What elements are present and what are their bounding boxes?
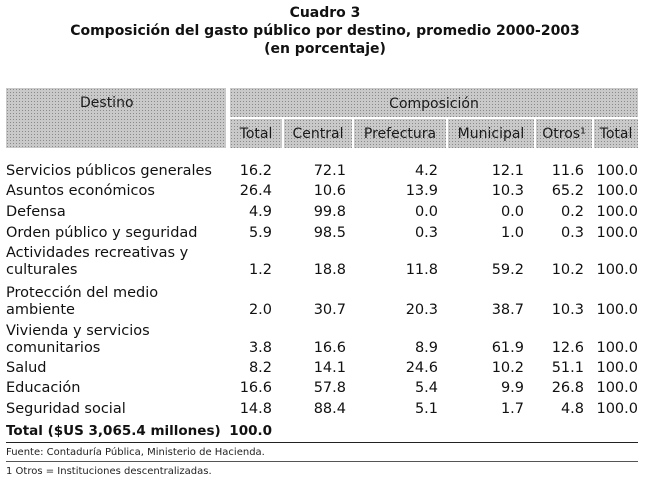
total-label: Total ($US 3,065.4 millones) (6, 423, 221, 439)
cell-total: 5.9 (248, 225, 272, 241)
footnote: 1 Otros = Instituciones descentralizadas. (6, 466, 212, 477)
cell-central: 16.6 (313, 340, 346, 356)
table-units: (en porcentaje) (264, 41, 386, 57)
row-label: Defensa (6, 204, 66, 220)
cell-prefectura: 5.4 (414, 380, 438, 396)
cell-prefectura: 13.9 (405, 183, 438, 199)
row-label: Asuntos económicos (6, 183, 155, 199)
notes-divider (6, 461, 638, 462)
row-label: Vivienda y servicios (6, 323, 150, 339)
cell-otros: 65.2 (551, 183, 584, 199)
cell-municipal: 0.0 (500, 204, 524, 220)
cell-otros: 10.3 (551, 302, 584, 318)
cell-total: 4.9 (248, 204, 272, 220)
cell-otros: 11.6 (551, 163, 584, 179)
cell-municipal: 10.3 (491, 183, 524, 199)
cell-central: 99.8 (313, 204, 346, 220)
cell-total2: 100.0 (596, 340, 638, 356)
cell-central: 14.1 (313, 360, 346, 376)
cell-total: 1.2 (248, 262, 272, 278)
cell-municipal: 1.7 (500, 401, 524, 417)
cell-total: 26.4 (239, 183, 272, 199)
header-destino-label: Destino (80, 95, 134, 111)
cell-municipal: 61.9 (491, 340, 524, 356)
row-label: Servicios públicos generales (6, 163, 212, 179)
cell-central: 18.8 (313, 262, 346, 278)
cell-prefectura: 4.2 (414, 163, 438, 179)
cell-municipal: 12.1 (491, 163, 524, 179)
table-caption: Composición del gasto público por destino, promedio 2000-2003 (70, 23, 580, 39)
row-label: Salud (6, 360, 47, 376)
row-label-continued: culturales (6, 262, 78, 278)
cell-otros: 26.8 (551, 380, 584, 396)
row-label-continued: ambiente (6, 302, 75, 318)
cell-prefectura: 0.3 (414, 225, 438, 241)
cell-municipal: 38.7 (491, 302, 524, 318)
cell-total: 16.2 (239, 163, 272, 179)
row-label: Protección del medio (6, 285, 159, 301)
row-label: Actividades recreativas y (6, 245, 189, 261)
cell-prefectura: 20.3 (405, 302, 438, 318)
cell-total2: 100.0 (596, 183, 638, 199)
cell-central: 10.6 (313, 183, 346, 199)
cell-prefectura: 0.0 (414, 204, 438, 220)
cell-total2: 100.0 (596, 225, 638, 241)
cell-prefectura: 11.8 (405, 262, 438, 278)
cell-otros: 0.2 (560, 204, 584, 220)
header-label-otros: Otros¹ (542, 126, 586, 142)
cell-central: 88.4 (313, 401, 346, 417)
cell-prefectura: 8.9 (414, 340, 438, 356)
cell-total2: 100.0 (596, 262, 638, 278)
cell-central: 72.1 (313, 163, 346, 179)
header-label-prefectura: Prefectura (363, 126, 437, 142)
cell-municipal: 1.0 (500, 225, 524, 241)
cell-otros: 12.6 (551, 340, 584, 356)
cell-total2: 100.0 (596, 163, 638, 179)
cell-total: 16.6 (239, 380, 272, 396)
cell-municipal: 9.9 (500, 380, 524, 396)
cell-otros: 0.3 (560, 225, 584, 241)
cell-municipal: 59.2 (491, 262, 524, 278)
row-label: Educación (6, 380, 81, 396)
row-label-continued: comunitarios (6, 340, 101, 356)
cell-central: 57.8 (313, 380, 346, 396)
cell-total2: 100.0 (596, 302, 638, 318)
cell-otros: 51.1 (551, 360, 584, 376)
header-label-total2: Total (599, 126, 633, 142)
total-value: 100.0 (229, 423, 272, 439)
cell-total: 8.2 (248, 360, 272, 376)
header-label-central: Central (292, 126, 344, 142)
header-label-total: Total (239, 126, 273, 142)
cell-otros: 4.8 (560, 401, 584, 417)
cell-central: 30.7 (313, 302, 346, 318)
cell-total: 2.0 (248, 302, 272, 318)
row-label: Orden público y seguridad (6, 225, 198, 241)
header-label-municipal: Municipal (457, 126, 525, 142)
cell-prefectura: 24.6 (405, 360, 438, 376)
cell-municipal: 10.2 (491, 360, 524, 376)
cell-total2: 100.0 (596, 380, 638, 396)
table-title (0, 4, 650, 58)
source-note: Fuente: Contaduría Pública, Ministerio de Hacienda. (6, 447, 265, 458)
cell-prefectura: 5.1 (414, 401, 438, 417)
cell-total: 3.8 (248, 340, 272, 356)
header-composicion-label: Composición (389, 96, 479, 112)
cell-total2: 100.0 (596, 360, 638, 376)
cell-total2: 100.0 (596, 401, 638, 417)
cell-total: 14.8 (239, 401, 272, 417)
row-label: Seguridad social (6, 401, 126, 417)
cell-central: 98.5 (313, 225, 346, 241)
cell-otros: 10.2 (551, 262, 584, 278)
table-bottom-rule (6, 442, 638, 443)
table-number: Cuadro 3 (289, 5, 361, 21)
cell-total2: 100.0 (596, 204, 638, 220)
